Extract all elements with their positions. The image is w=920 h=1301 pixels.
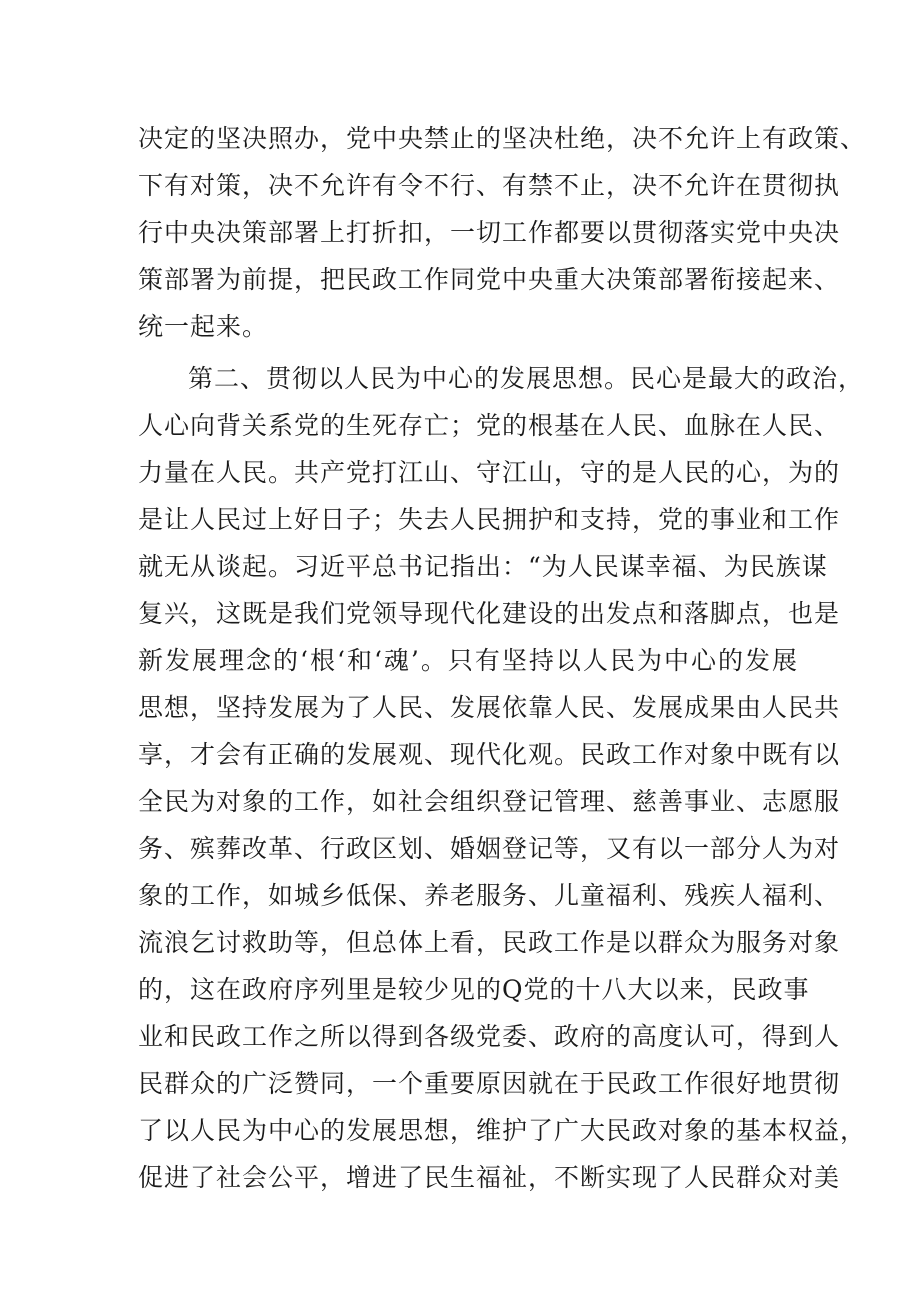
text-line: 全民为对象的工作，如社会组织登记管理、慈善事业、志愿服 bbox=[138, 787, 841, 816]
text-line: 象的工作，如城乡低保、养老服务、儿童福利、残疾人福利、 bbox=[138, 881, 841, 910]
text-line: 享，才会有正确的发展观、现代化观。民政工作对象中既有以 bbox=[138, 740, 841, 769]
text-line: 是让人民过上好日子；失去人民拥护和支持，党的事业和工作 bbox=[138, 505, 841, 534]
text-line: 的，这在政府序列里是较少见的Q党的十八大以来，民政事 bbox=[138, 975, 810, 1004]
text-line: 力量在人民。共产党打江山、守江山，守的是人民的心，为的 bbox=[138, 458, 841, 487]
text-line: 策部署为前提，把民政工作同党中央重大决策部署衔接起来、 bbox=[138, 265, 841, 294]
text-line: 新发展理念的‘根‘和‘魂’。只有坚持以人民为中心的发展 bbox=[138, 646, 798, 675]
text-line: 民群众的广泛赞同，一个重要原因就在于民政工作很好地贯彻 bbox=[138, 1069, 841, 1098]
text-line: 统一起来。 bbox=[138, 312, 269, 341]
text-line: 促进了社会公平，增进了民生福祉，不断实现了人民群众对美 bbox=[138, 1163, 841, 1192]
text-line: 思想，坚持发展为了人民、发展依靠人民、发展成果由人民共 bbox=[138, 693, 841, 722]
text-line: 下有对策，决不允许有令不行、有禁不止，决不允许在贯彻执 bbox=[138, 171, 841, 200]
text-line: 行中央决策部署上打折扣，一切工作都要以贯彻落实党中央决 bbox=[138, 218, 841, 247]
text-line: 就无从谈起。习近平总书记指出：“为人民谋幸福、为民族谋 bbox=[138, 552, 828, 581]
text-line: 决定的坚决照办，党中央禁止的坚决杜绝，决不允许上有政策、 bbox=[138, 124, 867, 153]
text-line: 人心向背关系党的生死存亡；党的根基在人民、血脉在人民、 bbox=[138, 411, 841, 440]
text-line: 务、殡葬改革、行政区划、婚姻登记等，又有以一部分人为对 bbox=[138, 834, 841, 863]
text-line: 流浪乞讨救助等，但总体上看，民政工作是以群众为服务对象 bbox=[138, 928, 841, 957]
text-line: 了以人民为中心的发展思想，维护了广大民政对象的基本权益， bbox=[138, 1116, 867, 1145]
text-line: 第二、贯彻以人民为中心的发展思想。民心是最大的政治， bbox=[188, 364, 865, 393]
text-line: 复兴，这既是我们党领导现代化建设的出发点和落脚点，也是 bbox=[138, 599, 841, 628]
text-line: 业和民政工作之所以得到各级党委、政府的高度认可，得到人 bbox=[138, 1022, 841, 1051]
